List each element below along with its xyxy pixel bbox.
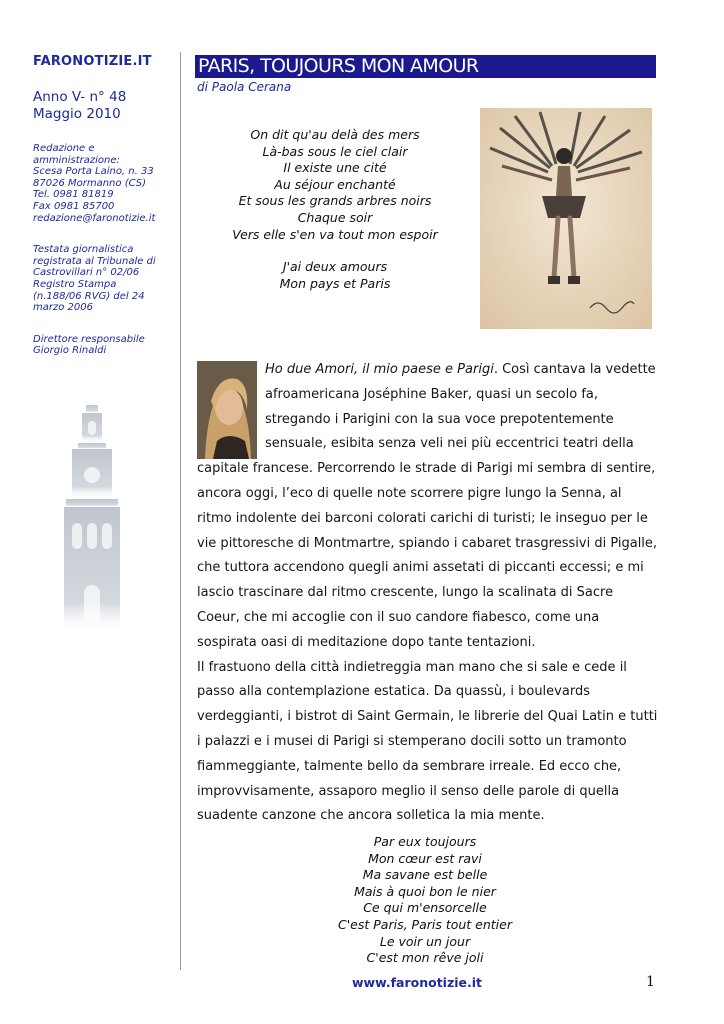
testata-line: marzo 2006	[33, 302, 93, 314]
issue-info	[33, 89, 173, 123]
redazione-line: amministrazione:	[33, 154, 120, 166]
poem-line: Mon pays et Paris	[279, 275, 391, 291]
bell-tower-image	[58, 405, 126, 635]
redazione-line: 87026 Mormanno (CS)	[33, 177, 147, 189]
direttore-label: Direttore responsabile	[33, 333, 145, 345]
issue-date: Maggio 2010	[33, 106, 121, 122]
testata-line: Registro Stampa	[33, 278, 117, 290]
testata-line: (n.188/06 RVG) del 24	[33, 290, 145, 302]
poem-line: Le voir un jour	[379, 933, 471, 949]
article-author: di Paola Cerana	[197, 80, 292, 94]
testata-block	[33, 244, 173, 314]
sidebar-masthead	[33, 54, 173, 357]
direttore-block	[33, 334, 173, 357]
poem-excerpt-1	[215, 127, 455, 292]
brand-name: FARONOTIZIE.IT	[33, 54, 152, 69]
poem-line: C'est Paris, Paris tout entier	[338, 916, 512, 932]
column-divider	[180, 52, 181, 970]
footer-website-link[interactable]: www.faronotizie.it	[352, 975, 483, 990]
poem-line: Vers elle s'en va tout mon espoir	[232, 226, 438, 242]
article-title: PARIS, TOUJOURS MON AMOUR	[195, 55, 656, 78]
article-paragraph	[197, 358, 659, 656]
article-lead-quote: Ho due Amori, il mio paese e Parigi	[265, 362, 494, 377]
testata-line: Testata giornalistica	[33, 244, 134, 256]
poem-excerpt-2	[300, 834, 550, 967]
redazione-line: Tel. 0981 81819	[33, 189, 114, 201]
poem-line: J'ai deux amours	[282, 259, 388, 275]
poem-line: Là-bas sous le ciel clair	[262, 143, 408, 159]
poem-line: Mon cœur est ravi	[368, 850, 482, 866]
redazione-block	[33, 143, 173, 224]
testata-line: Castrovillari n° 02/06	[33, 267, 140, 279]
poem-line: Mais à quoi bon le nier	[354, 883, 496, 899]
redazione-line: Fax 0981 85700	[33, 200, 115, 212]
testata-line: registrata al Tribunale di	[33, 255, 156, 267]
poem-line: Chaque soir	[297, 209, 373, 225]
issue-number: Anno V- n° 48	[33, 89, 127, 105]
redazione-line: Redazione e	[33, 143, 95, 154]
redazione-line: Scesa Porta Laino, n. 33	[33, 166, 154, 178]
poem-line: Ce qui m'ensorcelle	[363, 900, 487, 916]
poem-line: On dit qu'au delà des mers	[250, 127, 420, 142]
direttore-name: Giorgio Rinaldi	[33, 345, 107, 357]
poem-line: Ma savane est belle	[362, 867, 488, 883]
poem-line: Par eux toujours	[373, 834, 477, 849]
poem-line: Il existe une cité	[283, 160, 387, 176]
josephine-baker-photo	[480, 108, 652, 329]
article-paragraph-text: . Così cantava la vedette afroamericana Joséphine Baker, quasi un secolo fa, stregando i Parigini con la sua voce prepotentemente sensuale, esibita senza veli nei più eccentrici teatri della capitale francese. Percorrendo le strade di Parigi mi sembra di sentire, ancora oggi, l’eco di quelle note scorrere pigre lungo la Senna, al ritmo indolente dei barconi colorati carichi di turisti; le inseguo per le vie pittoresche di Montmartre, spiando i cabaret trasgressivi di Pigalle, che tuttora accendono quegli animi assetati di piccanti eccessi; e mi lascio trascinare dal ritmo crescente, lungo la scalinata di Sacre Coeur, che mi accoglie con il suo candore fiabesco, come una sospirata oasi di meditazione dopo tante tentazioni.	[197, 362, 658, 650]
poem-line: Au séjour enchanté	[274, 176, 396, 192]
article-body	[197, 358, 659, 829]
page-number: 1	[646, 974, 655, 990]
article-paragraph: Il frastuono della città indietreggia man mano che si sale e cede il passo alla contemplazione estatica. Da quassù, i boulevards verdeggianti, i bistrot di Saint Germain, le librerie del Quai Latin e tutti i palazzi e i musei di Parigi si stemperano docili sotto un tramonto fiammeggiante, talmente bello da sembrare irreale. Ed ecco che, improvvisamente, assaporo meglio il senso delle parole di quella suadente canzone che ancora solletica la mia mente.	[197, 659, 658, 824]
poem-line: Et sous les grands arbres noirs	[238, 193, 432, 209]
poem-line: C'est mon rêve joli	[366, 950, 484, 966]
redazione-email: redazione@faronotizie.it	[33, 212, 156, 224]
